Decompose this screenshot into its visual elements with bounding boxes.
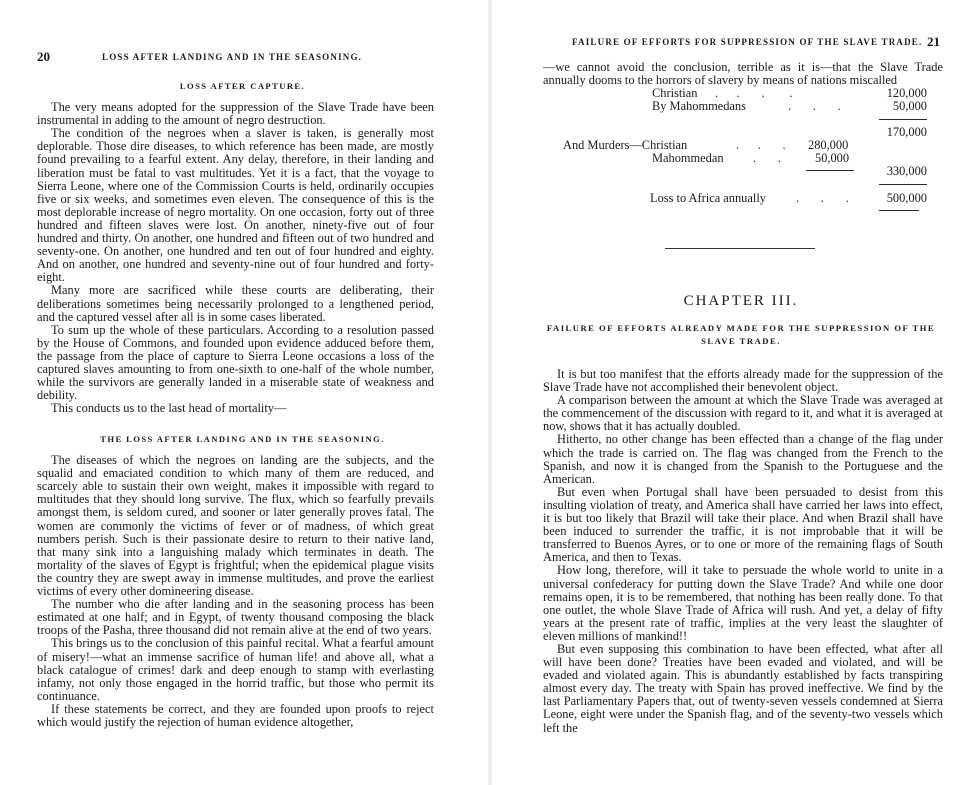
table-label: Christian — [652, 86, 698, 100]
paragraph: The diseases of which the negroes on landing are the subjects, and the squalid and emaciated condition to which many of them are reduced, and scarcely able to sustain their own weight, makes it impossible with regard to multitudes that they should long survive. The flux, which so fearfully prevails amongst them, is seldom cured, and sooner or later generally proves fatal. The women are commonly the victims of fever or of madness, of which great numbers perish. Such is their passionate desire to return to their native land, that many sink into a languishing malady which terminates in death. The mortality of the slaves of Egypt is frightful; when the epidemical plague visits the country they are swept away in immense multitudes, and prove the earliest victims of every other domineering disease. — [37, 453, 434, 599]
table-row: Mahommedan . . 50,000 — [652, 151, 850, 166]
paragraph: It is but too manifest that the efforts already made for the suppression of the Slave Trade have not accomplished their benevolent object. — [543, 367, 943, 395]
table-label: By Mahommedans — [652, 99, 746, 114]
table-subtotal: 170,000 — [886, 125, 927, 140]
opening-text — [543, 61, 943, 87]
page-number-right: 21 — [927, 34, 940, 49]
section-heading-capture: LOSS AFTER CAPTURE. — [179, 81, 306, 91]
paragraph: If these statements be correct, and they are founded upon proofs to reject which would justify the rejection of human evidence altogether, — [37, 701, 434, 729]
paragraph: —we cannot avoid the conclusion, terrible as it is—that the Slave Trade annually dooms to the horrors of slavery by means of nations miscalled — [543, 60, 943, 88]
page-number-left: 20 — [37, 49, 50, 64]
table-value: 50,000 — [815, 151, 850, 166]
table-row — [563, 165, 933, 178]
table-row: And Murders—Christian . . . 280,000 — [563, 138, 849, 153]
table-label: And Murders—Christian — [563, 138, 688, 153]
table-label: Loss to Africa annually — [650, 190, 766, 205]
chapter-title: CHAPTER III. — [683, 293, 799, 309]
paragraph: To sum up the whole of these particulars. According to a resolution passed by the House of Commons, and founded upon evidence adduced before them, the passage from the place of capture to Sierra Leone occasions a loss of the captured slaves amounting to from one-sixth to one-half of the whole number, while the survivors are generally landed in a miserable state of weakness and debility. — [37, 322, 434, 403]
paragraph: The number who die after landing and in the seasoning process has been estimated at one half; and in Egypt, of twenty thousand composing the black troops of the Pasha, three thousand did not remain alive at the end of two years. — [37, 597, 434, 638]
left-column-top — [37, 80, 434, 415]
table-value: 50,000 — [892, 99, 927, 114]
table-value: 280,000 — [808, 138, 849, 153]
table-label: Mahommedan — [652, 151, 724, 166]
paragraph: The condition of the negroes when a slaver is taken, is generally most deplorable. Those dire diseases, to which reference has been made, are mostly found prevailing to a fearful extent. Any delay, therefore, in their landing and liberation must be fatal to vast multitudes. Yet it is a fact, that the voyage to Sierra Leone, where one of the Commission Courts is held, ordinarily occupies five or six weeks, and sometimes even eleven. The consequence of this is the most deplorable increase of negro mortality. On one occasion, forty out of three hundred and fifteen slaves were lost. On another, ninety-five out of four hundred and thirty. On another, one hundred and fifteen out of two hundred and seventy-one. On another, one hundred and ten out of four hundred and eighty. And on another, one hundred and seventy-nine out of four hundred and forty-eight. — [37, 126, 434, 285]
section-heading-seasoning: THE LOSS AFTER LANDING AND IN THE SEASONING. — [100, 434, 385, 444]
paragraph: Many more are sacrificed while these courts are deliberating, their deliberations sometimes being necessarily prolonged to a lengthened period, and the captured vessel after all is in some cases liberated. — [37, 283, 434, 324]
chapter-subtitle: FAILURE OF EFFORTS ALREADY MADE FOR THE SUPPRESSION OF THE SLAVE TRADE. — [546, 323, 936, 346]
chapter-divider — [665, 248, 815, 249]
paragraph: But even supposing this combination to have been effected, what after all will have been done? Treaties have been evaded and violated, and will be evaded and violated again. This is abundantly established by facts transpiring almost every day. The treaty with Spain has proved ineffective. We find by the last Parliamentary Papers that, out of twenty-seven vessels condemned at Sierra Leone, eight were under the Spanish flag, and of the seventy-two vessels which left the — [543, 641, 943, 735]
paragraph: The very means adopted for the suppression of the Slave Trade have been instrumental in adding to the amount of negro destruction. — [37, 100, 434, 128]
paragraph: But even when Portugal shall have been persuaded to desist from this insulting violation of treaty, and America shall have carried her laws into effect, it is but too likely that Brazil will take their place. And when Brazil shall have been induced to surrender the traffic, it is not improbable that it will be transferred to Buenos Ayres, or to one or more of the remaining flags of South America, and then to Texas. — [543, 484, 943, 565]
running-head-left: LOSS AFTER LANDING AND IN THE SEASONING. — [102, 52, 363, 62]
mortality-table — [563, 87, 933, 205]
paragraph: This conducts us to the last head of mortality— — [51, 401, 287, 416]
table-row: Loss to Africa annually . . . 500,000 — [650, 190, 927, 205]
paragraph: Hitherto, no other change has been effected than a change of the flag under which the trade is carried on. The flag was changed from the French to the Spanish, and now it is changed from the Spanish to the Portuguese and the American. — [543, 432, 943, 486]
table-row: By Mahommedans . . . 50,000 — [652, 99, 927, 114]
right-column-body — [543, 368, 943, 735]
paragraph: A comparison between the amount at which the Slave Trade was averaged at the commencement of the discussion with regard to it, and what it is averaged at now, shows that it has actually doubled. — [543, 393, 943, 434]
paragraph: How long, therefore, will it take to persuade the whole world to unite in a universal confederacy for putting down the Slave Trade? And while one door remains open, it is to be remembered, that nothing has been really done. To that one outlet, the whole Slave Trade of Africa will rush. And yet, a delay of fifty years at the present rate of traffic, implies at the very least the slaughter of eleven millions of mankind!! — [543, 563, 943, 643]
paragraph: This brings us to the conclusion of this painful recital. What a fearful amount of misery!—what an immense sacrifice of human life! and above all, what a black catalogue of crimes! dark and deep enough to stamp with everlasting infamy, not only those engaged in the horrid traffic, but those who permit its continuance. — [37, 636, 434, 703]
table-subtotal: 330,000 — [886, 164, 927, 179]
table-row: Christian . . . . 120,000 — [652, 86, 927, 100]
table-total: 500,000 — [886, 190, 927, 205]
running-head-right: FAILURE OF EFFORTS FOR SUPPRESSION OF THE SLAVE TRADE. — [572, 37, 923, 47]
table-value: 120,000 — [886, 86, 927, 100]
left-column-bottom — [37, 433, 434, 729]
